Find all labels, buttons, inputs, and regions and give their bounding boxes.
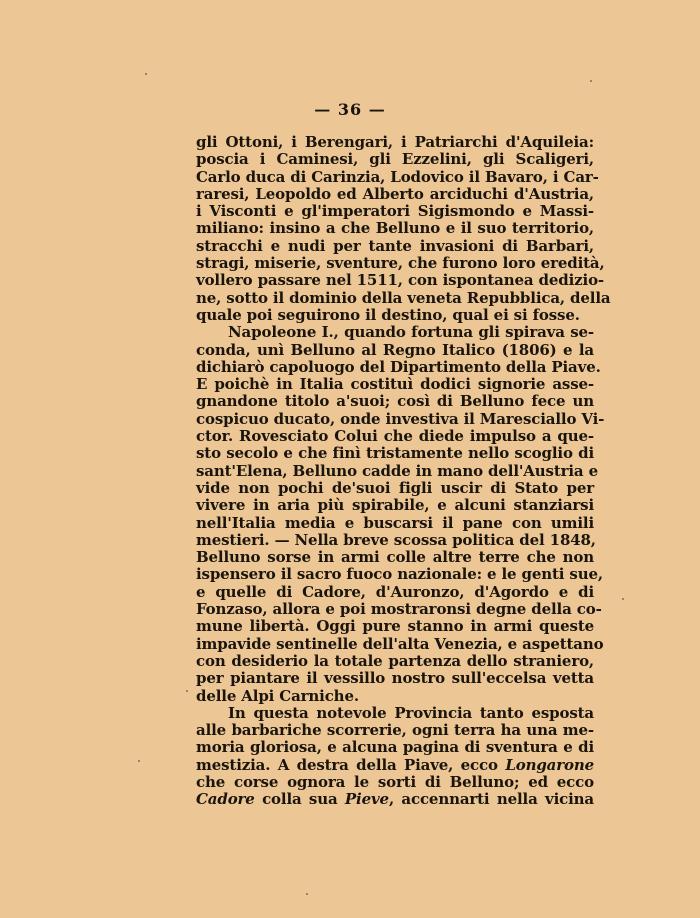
text-line: ne, sotto il dominio della veneta Repubblica, della [196,288,611,307]
paper-speck [590,80,592,82]
place-name-pieve: Pieve [344,790,389,809]
text-line: impavide sentinelle dell'alta Venezia, e aspettano [196,634,604,653]
text-line: mestieri. — Nella breve scossa politica del 1848, [196,530,596,549]
text-line: miliano: insino a che Belluno e il suo territorio, [196,219,594,238]
text-line: Belluno sorse in armi colle altre terre che non [196,548,594,567]
page-number: — 36 — [314,100,386,119]
text-line: Fonzaso, allora e poi mostraronsi degne della co- [196,600,602,619]
text-line: mune libertà. Oggi pure stanno in armi queste [196,617,594,636]
text-line: conda, unì Belluno al Regno Italico (1806) e la [196,340,594,359]
paper-speck [138,760,140,762]
place-name-longarone: Longarone [505,755,594,774]
text-line: nell'Italia media e buscarsi il pane con umili [196,513,594,532]
text-line: delle Alpi Carniche. [196,686,359,705]
text-line: vollero passare nel 1511, con ispontanea dedizio- [196,271,604,290]
text-line: dichiarò capoluogo del Dipartimento della Piave. [196,357,601,376]
text-line: ctor. Rovesciato Colui che diede impulso a que- [196,427,594,446]
paper-speck [186,690,188,692]
text-line: ispensero il sacro fuoco nazionale: e le genti sue, [196,565,603,584]
text-line: Napoleone I., quando fortuna gli spirava se- [228,323,594,342]
text-line [196,791,594,808]
text-line [196,757,594,774]
text-line: che corse ognora le sorti di Belluno; ed ecco [196,772,594,791]
body-text [196,133,611,809]
text-line: gli Ottoni, i Berengari, i Patriarchi d'Aquileia: [196,133,594,151]
text-line: In questa notevole Provincia tanto esposta [228,703,594,722]
text-segment: mestizia. A destra della Piave, ecco [196,755,498,774]
place-name-cadore: Cadore [196,790,255,809]
text-segment: colla sua [254,790,345,809]
text-line: per piantare il vessillo nostro sull'eccelsa vetta [196,669,594,688]
text-line: E poichè in Italia costituì dodici signorie asse- [196,375,594,394]
text-line: cospicuo ducato, onde investiva il Maresciallo Vi- [196,409,605,428]
text-line: e quelle di Cadore, d'Auronzo, d'Agordo e di [196,582,594,601]
text-line: sto secolo e che finì tristamente nello scoglio di [196,444,594,463]
text-line: quale poi seguirono il destino, qual ei si fosse. [196,305,580,324]
text-segment: , accennarti nella vicina [388,790,594,809]
text-line: gnandone titolo a'suoi; così di Belluno fece un [196,392,594,411]
paper-speck [306,893,308,895]
text-line: stragi, miserie, sventure, che furono loro eredità, [196,254,605,273]
text-line: moria gloriosa, e alcuna pagina di sventura e di [196,738,594,757]
text-line: stracchi e nudi per tante invasioni di Barbari, [196,236,594,255]
text-line: vivere in aria più spirabile, e alcuni stanziarsi [196,496,594,515]
text-line: Carlo duca di Carinzia, Lodovico il Bavaro, i Car- [196,167,599,186]
text-line: poscia i Caminesi, gli Ezzelini, gli Scaligeri, [196,150,594,169]
text-line: alle barbariche scorrerie, ogni terra ha una me- [196,721,594,740]
text-line: sant'Elena, Belluno cadde in mano dell'Austria e [196,461,598,480]
text-line: vide non pochi de'suoi figli uscir di Stato per [196,478,594,497]
text-line: i Visconti e gl'imperatori Sigismondo e Massi- [196,202,594,221]
text-line: con desiderio la totale partenza dello straniero, [196,651,594,670]
paper-speck [622,598,624,600]
text-line: raresi, Leopoldo ed Alberto arciduchi d'Austria, [196,184,594,203]
paper-speck [145,73,147,75]
